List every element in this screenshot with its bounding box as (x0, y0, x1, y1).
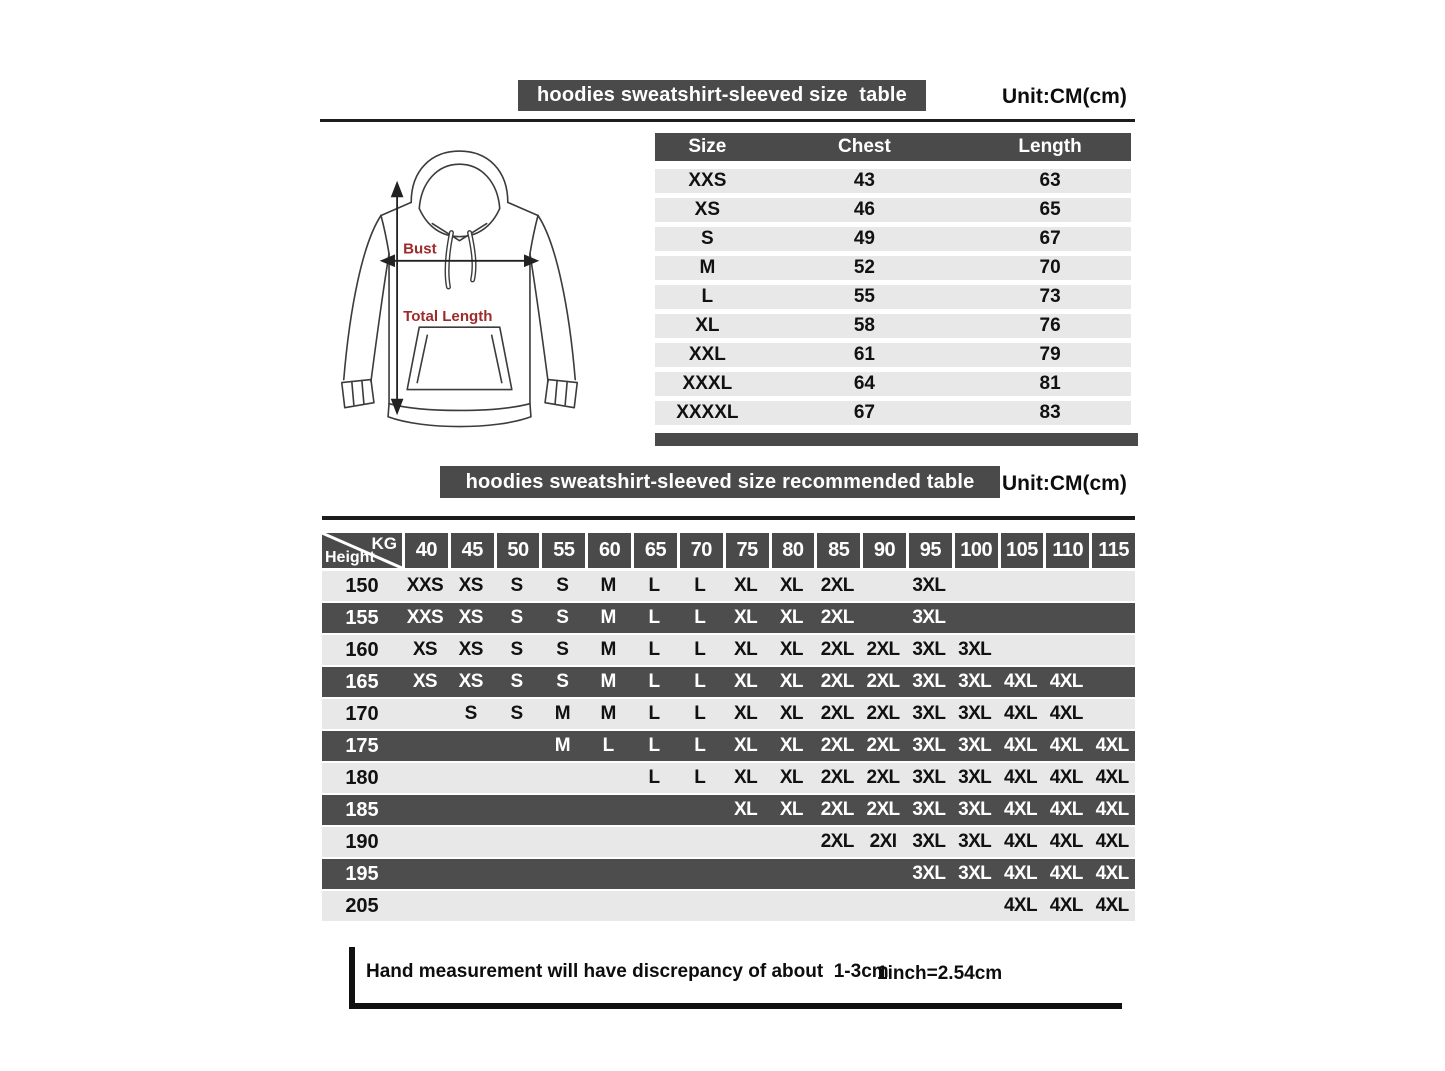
size-table-header (655, 133, 1131, 161)
size-recommendation-cell: 3XL (958, 831, 992, 852)
size-table-cell-size: XXS (688, 170, 727, 191)
recommended-table-row (322, 699, 1135, 729)
size-recommendation-cell: 2XL (820, 703, 854, 724)
size-recommendation-cell: M (554, 735, 570, 756)
size-recommendation-cell: S (556, 575, 569, 596)
size-recommendation-cell: 2XL (866, 735, 900, 756)
height-label: 185 (345, 798, 379, 821)
size-table-cell-length: 79 (1039, 344, 1061, 365)
recommended-table-rows (322, 571, 1135, 921)
weight-header-cell: 65 (634, 533, 677, 568)
size-recommendation-cell: S (510, 575, 523, 596)
size-table-row (655, 343, 1131, 367)
chest-column-header: Chest (838, 136, 891, 157)
size-table-row (655, 285, 1131, 309)
size-table-cell-chest: 52 (853, 257, 875, 278)
size-recommendation-cell: 4XL (1049, 895, 1083, 916)
recommended-table-header (322, 533, 1135, 568)
size-recommendation-cell: 3XL (912, 607, 946, 628)
size-recommendation-cell: 3XL (958, 671, 992, 692)
weight-header-cell: 50 (497, 533, 540, 568)
size-recommendation-cell: L (648, 639, 660, 660)
size-recommendation-cell: 4XL (1049, 799, 1083, 820)
hoodie-outline (342, 151, 578, 427)
size-table-cell-length: 73 (1039, 286, 1061, 307)
size-recommendation-cell: XS (458, 607, 483, 628)
size-table-row (655, 169, 1131, 193)
size-table-cell-length: 81 (1039, 373, 1061, 394)
size-recommendation-cell: L (602, 735, 614, 756)
size-recommendation-cell: XS (458, 575, 483, 596)
size-recommendation-cell: 3XL (912, 863, 946, 884)
size-recommendation-cell: XL (779, 671, 803, 692)
size-table-title: hoodies sweatshirt-sleeved size table (537, 84, 907, 106)
recommended-table-row (322, 731, 1135, 761)
weight-header-cell: 90 (863, 533, 906, 568)
size-recommendation-cell: 4XL (1049, 703, 1083, 724)
size-recommendation-cell: 4XL (1003, 703, 1037, 724)
height-label: 170 (345, 702, 379, 725)
size-recommendation-cell: 4XL (1049, 671, 1083, 692)
size-recommendation-cell: M (600, 703, 616, 724)
size-table-cell-size: XS (694, 199, 721, 220)
weight-header-cell: 55 (542, 533, 585, 568)
size-table-cell-size: XXL (688, 344, 726, 365)
size-recommendation-cell: 2XL (866, 767, 900, 788)
size-table-row (655, 372, 1131, 396)
size-table-title-bar (518, 80, 926, 111)
size-recommendation-cell: L (694, 575, 706, 596)
size-recommendation-cell: 3XL (958, 767, 992, 788)
size-recommendation-cell: XL (734, 767, 758, 788)
size-table-cell-chest: 46 (853, 199, 875, 220)
footer-left-border (349, 947, 355, 1009)
size-recommendation-cell: XL (779, 703, 803, 724)
size-table-row (655, 198, 1131, 222)
size-recommendation-cell: 4XL (1049, 863, 1083, 884)
inch-conversion-note: 1inch=2.54cm (877, 963, 1003, 984)
size-recommendation-cell: S (556, 671, 569, 692)
size-recommendation-cell: 4XL (1095, 735, 1129, 756)
size-table-bottom-bar (655, 433, 1138, 446)
size-recommendation-cell: 4XL (1003, 895, 1037, 916)
size-recommendation-cell: XXS (406, 575, 444, 596)
size-table-cell-chest: 55 (853, 286, 875, 307)
size-recommendation-cell: 4XL (1095, 863, 1129, 884)
size-recommendation-cell: 2XL (820, 671, 854, 692)
size-recommendation-cell: 3XL (912, 703, 946, 724)
size-table-row (655, 401, 1131, 425)
size-recommendation-cell: 3XL (912, 639, 946, 660)
size-recommendation-cell: 2XL (820, 735, 854, 756)
total-length-label: Total Length (403, 308, 493, 326)
height-label: 195 (345, 862, 379, 885)
size-recommendation-cell: L (694, 639, 706, 660)
weight-header-cell: 40 (405, 533, 448, 568)
size-table-cell-length: 70 (1039, 257, 1061, 278)
size-table-cell-length: 76 (1039, 315, 1061, 336)
size-recommendation-cell: XL (734, 639, 758, 660)
weight-header-cell: 70 (680, 533, 723, 568)
size-recommendation-cell: 2XL (820, 607, 854, 628)
size-table-cell-chest: 64 (853, 373, 875, 394)
height-label: 190 (345, 830, 379, 853)
size-recommendation-cell: M (600, 607, 616, 628)
size-recommendation-cell: 4XL (1095, 831, 1129, 852)
size-table-cell-size: XXXXL (676, 402, 739, 423)
height-corner-label: Height (325, 549, 375, 566)
size-recommendation-cell: L (694, 607, 706, 628)
size-recommendation-cell: 2XL (866, 639, 900, 660)
recommended-table-row (322, 603, 1135, 633)
size-table-cell-chest: 43 (853, 170, 875, 191)
size-recommendation-cell: 4XL (1003, 735, 1037, 756)
size-recommendation-cell: S (464, 703, 477, 724)
size-recommendation-cell: M (554, 703, 570, 724)
height-label: 150 (345, 574, 379, 597)
size-recommendation-cell: 3XL (912, 671, 946, 692)
weight-header-cell: 75 (726, 533, 769, 568)
size-recommendation-cell: L (648, 767, 660, 788)
size-table-cell-length: 65 (1039, 199, 1061, 220)
size-recommendation-cell: XL (779, 575, 803, 596)
height-label: 160 (345, 638, 379, 661)
divider-line (320, 119, 1135, 122)
recommended-table-row (322, 763, 1135, 793)
size-recommendation-cell: 3XL (912, 767, 946, 788)
size-recommendation-cell: XL (779, 735, 803, 756)
recommended-table-row (322, 827, 1135, 857)
size-recommendation-cell: XL (779, 767, 803, 788)
size-recommendation-cell: L (648, 703, 660, 724)
size-recommendation-cell: L (648, 575, 660, 596)
size-recommendation-cell: S (510, 671, 523, 692)
size-recommendation-cell: XL (734, 671, 758, 692)
height-label: 175 (345, 734, 379, 757)
size-recommendation-cell: XL (734, 735, 758, 756)
size-recommendation-cell: L (694, 703, 706, 724)
size-recommendation-cell: 3XL (958, 799, 992, 820)
hoodie-measurement-diagram (326, 138, 594, 452)
size-recommendation-cell: 4XL (1095, 799, 1129, 820)
size-recommendation-cell: 2XL (820, 767, 854, 788)
size-recommendation-cell: XL (779, 799, 803, 820)
size-recommendation-cell: 3XL (912, 831, 946, 852)
corner-header-cell (322, 533, 402, 568)
size-recommendation-cell: 4XL (1095, 767, 1129, 788)
recommended-table-row (322, 859, 1135, 889)
size-recommendation-cell: M (600, 671, 616, 692)
kg-corner-label: KG (371, 534, 397, 553)
size-recommendation-cell: 2XL (866, 799, 900, 820)
size-table-cell-chest: 67 (853, 402, 875, 423)
size-recommendation-cell: 4XL (1003, 671, 1037, 692)
size-column-header: Size (688, 136, 727, 157)
measurement-note: Hand measurement will have discrepancy of about 1-3cm (366, 961, 889, 982)
size-recommendation-cell: 4XL (1003, 831, 1037, 852)
size-recommendation-cell: XL (734, 575, 758, 596)
size-recommendation-cell: 3XL (958, 863, 992, 884)
size-recommendation-cell: 2XL (820, 575, 854, 596)
size-recommendation-cell: XL (779, 639, 803, 660)
size-table-cell-size: XL (695, 315, 720, 336)
size-recommendation-cell: L (694, 671, 706, 692)
size-recommendation-cell: 2XL (820, 639, 854, 660)
weight-header-cell: 45 (451, 533, 494, 568)
size-table-cell-chest: 58 (853, 315, 875, 336)
size-table-row (655, 314, 1131, 338)
size-recommendation-cell: 4XL (1003, 767, 1037, 788)
weight-header-cell: 105 (1001, 533, 1044, 568)
recommended-table-row (322, 795, 1135, 825)
size-recommendation-cell: XXS (406, 607, 444, 628)
footer-bottom-border (349, 1003, 1122, 1009)
weight-header-cell: 115 (1092, 533, 1135, 568)
size-recommendation-cell: 4XL (1003, 863, 1037, 884)
size-recommendation-cell: S (556, 607, 569, 628)
size-recommendation-cell: S (510, 703, 523, 724)
size-recommendation-cell: 2XL (820, 831, 854, 852)
recommended-table-title-bar (440, 466, 1000, 498)
size-table-cell-size: L (701, 286, 714, 307)
size-recommendation-cell: 3XL (912, 799, 946, 820)
size-recommendation-cell: L (648, 735, 660, 756)
length-column-header: Length (1018, 136, 1082, 157)
recommended-table (322, 533, 1135, 923)
size-table-cell-length: 63 (1039, 170, 1061, 191)
size-table-rows (655, 169, 1131, 425)
size-recommendation-cell: 4XL (1049, 767, 1083, 788)
weight-header-cell: 100 (955, 533, 998, 568)
size-recommendation-cell: 3XL (912, 735, 946, 756)
size-recommendation-cell: S (556, 639, 569, 660)
weight-header-cell: 80 (772, 533, 815, 568)
size-recommendation-cell: 3XL (958, 735, 992, 756)
size-recommendation-cell: M (600, 575, 616, 596)
size-recommendation-cell: XS (412, 639, 437, 660)
size-recommendation-cell: 2XI (869, 831, 897, 852)
size-table-cell-size: S (701, 228, 714, 249)
recommended-table-title: hoodies sweatshirt-sleeved size recommended table (465, 470, 975, 493)
size-recommendation-cell: L (694, 735, 706, 756)
weight-header-cell: 110 (1046, 533, 1089, 568)
size-recommendation-cell: L (694, 767, 706, 788)
weight-header-cell: 85 (817, 533, 860, 568)
height-label: 180 (345, 766, 379, 789)
size-table-row (655, 227, 1131, 251)
size-recommendation-cell: 3XL (958, 639, 992, 660)
size-table-cell-length: 67 (1039, 228, 1061, 249)
size-recommendation-cell: 2XL (866, 703, 900, 724)
size-recommendation-cell: 2XL (866, 671, 900, 692)
height-label: 165 (345, 670, 379, 693)
size-recommendation-cell: 3XL (958, 703, 992, 724)
size-table-cell-chest: 49 (853, 228, 875, 249)
bust-label: Bust (403, 240, 437, 258)
weight-header-cell: 95 (909, 533, 952, 568)
size-table-row (655, 256, 1131, 280)
size-recommendation-cell: S (510, 639, 523, 660)
size-recommendation-cell: XL (779, 607, 803, 628)
recommended-table-row (322, 635, 1135, 665)
size-recommendation-cell: XS (412, 671, 437, 692)
size-table-cell-chest: 61 (853, 344, 875, 365)
size-recommendation-cell: S (510, 607, 523, 628)
size-recommendation-cell: 2XL (820, 799, 854, 820)
size-recommendation-cell: 4XL (1049, 735, 1083, 756)
size-recommendation-cell: L (648, 607, 660, 628)
size-recommendation-cell: 3XL (912, 575, 946, 596)
recommended-table-row (322, 667, 1135, 697)
size-recommendation-cell: XL (734, 799, 758, 820)
size-table (655, 133, 1131, 430)
measurement-arrows (382, 183, 537, 412)
size-recommendation-cell: M (600, 639, 616, 660)
height-label: 155 (345, 606, 379, 629)
divider-line (322, 516, 1135, 520)
size-recommendation-cell: XL (734, 703, 758, 724)
recommended-table-row (322, 891, 1135, 921)
recommended-table-row (322, 571, 1135, 601)
size-recommendation-cell: 4XL (1049, 831, 1083, 852)
size-recommendation-cell: XL (734, 607, 758, 628)
unit-label: Unit:CM(cm) (1002, 85, 1127, 108)
weight-header-cell: 60 (588, 533, 631, 568)
size-table-cell-length: 83 (1039, 402, 1061, 423)
size-recommendation-cell: XS (458, 671, 483, 692)
size-recommendation-cell: 4XL (1095, 895, 1129, 916)
size-recommendation-cell: XS (458, 639, 483, 660)
size-table-cell-size: M (699, 257, 716, 278)
size-recommendation-cell: 4XL (1003, 799, 1037, 820)
unit-label: Unit:CM(cm) (1002, 472, 1127, 495)
height-label: 205 (345, 894, 379, 917)
size-table-cell-size: XXXL (682, 373, 733, 394)
size-recommendation-cell: L (648, 671, 660, 692)
